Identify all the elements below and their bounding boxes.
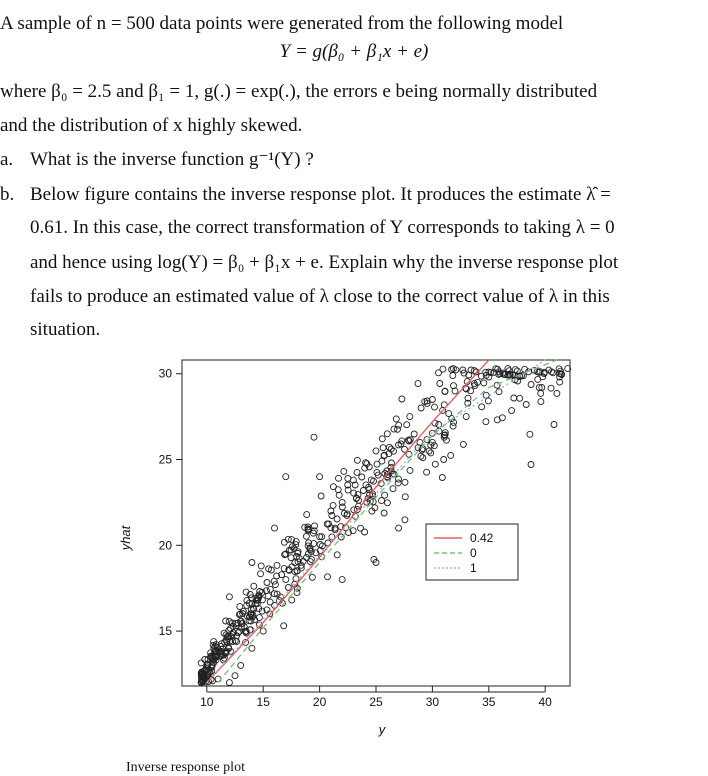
data-point — [223, 618, 229, 624]
data-point — [550, 370, 556, 376]
data-point — [354, 469, 360, 475]
data-point — [380, 445, 386, 451]
data-point — [260, 628, 266, 634]
question-b-line-5: situation. — [30, 319, 101, 340]
x-tick-label: 10 — [200, 695, 214, 709]
intro-line: A sample of n = 500 data points were generated from the following model — [0, 13, 564, 34]
y-tick-label: 30 — [158, 366, 172, 381]
data-point — [249, 560, 255, 566]
data-point — [535, 376, 541, 382]
where-line-2: and the distribution of x highly skewed. — [0, 115, 303, 136]
data-point — [258, 563, 264, 569]
question-b-line-1: Below figure contains the inverse response plot. It produces the estimate λ̂ = — [30, 184, 611, 205]
question-a-label: a. — [0, 149, 14, 170]
data-point — [374, 461, 380, 467]
data-point — [399, 396, 405, 402]
data-point — [429, 397, 435, 403]
x-tick-label: 20 — [312, 695, 327, 709]
data-point — [358, 525, 364, 531]
data-point — [264, 580, 270, 586]
data-point — [281, 539, 287, 545]
legend-label: 0 — [470, 546, 477, 560]
x-tick-label: 30 — [425, 695, 440, 709]
data-point — [339, 499, 345, 505]
x-tick-label: 25 — [369, 695, 383, 709]
legend-label: 1 — [470, 561, 477, 575]
data-point — [402, 479, 408, 485]
y-tick-label: 15 — [158, 624, 172, 639]
data-point — [307, 559, 313, 565]
y-tick-label: 20 — [158, 538, 172, 553]
data-point — [436, 422, 442, 428]
data-point — [379, 498, 385, 504]
data-point — [359, 474, 365, 480]
data-point — [318, 493, 324, 499]
data-point — [440, 366, 446, 372]
data-point — [505, 366, 511, 372]
inverse-response-plot — [0, 348, 708, 760]
data-point — [379, 436, 385, 442]
data-point — [336, 475, 342, 481]
data-point — [528, 462, 534, 468]
x-tick-label: 35 — [482, 695, 496, 709]
data-point — [335, 487, 341, 493]
data-point — [460, 441, 466, 447]
data-point — [317, 474, 323, 480]
data-point — [426, 448, 432, 454]
fit-curve-lambda-0 — [218, 360, 556, 683]
data-point — [396, 525, 402, 531]
data-point — [499, 415, 505, 421]
data-point — [311, 434, 317, 440]
data-point — [404, 422, 410, 428]
data-point — [381, 510, 387, 516]
x-tick-label: 40 — [538, 695, 552, 709]
data-point — [272, 582, 278, 588]
data-point — [226, 680, 232, 686]
data-point — [274, 562, 280, 568]
data-point — [509, 408, 515, 414]
data-point — [523, 402, 529, 408]
data-point — [442, 389, 448, 395]
data-point — [396, 422, 402, 428]
data-point — [511, 395, 517, 401]
data-point — [517, 395, 523, 401]
question-b-line-4: fails to produce an estimated value of λ close to the correct value of λ in this — [30, 286, 610, 307]
data-point — [258, 571, 264, 577]
data-point — [402, 494, 408, 500]
data-point — [451, 419, 457, 425]
data-point — [330, 502, 336, 508]
data-point — [281, 623, 287, 629]
data-point — [339, 577, 345, 583]
data-point — [432, 461, 438, 467]
data-point — [411, 431, 417, 437]
question-b-label: b. — [0, 184, 15, 205]
data-point — [551, 422, 557, 428]
data-point — [198, 660, 204, 666]
data-point — [437, 381, 443, 387]
data-point — [528, 382, 534, 388]
data-point — [390, 486, 396, 492]
data-point — [226, 594, 232, 600]
data-point — [325, 574, 331, 580]
data-point — [481, 380, 487, 386]
data-point — [432, 404, 438, 410]
data-point — [341, 468, 347, 474]
data-point — [294, 568, 300, 574]
data-point — [309, 574, 315, 580]
data-point — [428, 450, 434, 456]
y-axis-label: yhat — [118, 525, 133, 551]
data-point — [386, 444, 392, 450]
data-point — [354, 457, 360, 463]
data-point — [418, 453, 424, 459]
data-point — [538, 390, 544, 396]
data-point — [272, 525, 278, 531]
data-point — [232, 673, 238, 679]
data-point — [527, 431, 533, 437]
data-point — [402, 517, 408, 523]
data-point — [395, 480, 401, 486]
data-point — [415, 381, 421, 387]
data-point — [548, 385, 554, 391]
y-tick-label: 25 — [158, 452, 172, 467]
data-point — [418, 405, 424, 411]
data-point — [283, 474, 289, 480]
data-point — [424, 469, 430, 475]
data-point — [479, 404, 485, 410]
legend-label: 0.42 — [470, 531, 494, 545]
data-point — [420, 455, 426, 461]
data-point — [554, 390, 560, 396]
question-b-line-3: and hence using log(Y) = β₀ + β₁x + e. Explain why the inverse response plot — [30, 252, 619, 273]
data-point — [441, 457, 447, 463]
model-equation: Y = g(β₀ + β₁x + e) — [279, 41, 429, 62]
data-point — [373, 448, 379, 454]
data-point — [303, 533, 309, 539]
legend — [426, 524, 518, 580]
data-point — [439, 475, 445, 481]
fit-curves — [207, 360, 557, 683]
data-point — [334, 552, 340, 558]
plot-frame — [182, 360, 570, 686]
data-point — [483, 419, 489, 425]
data-point — [283, 577, 289, 583]
data-point — [538, 399, 544, 405]
data-point — [485, 398, 491, 404]
data-point — [388, 460, 394, 466]
data-point — [384, 431, 390, 437]
where-line-1: where β₀ = 2.5 and β₁ = 1, g(.) = exp(.), the errors e being normally distributed — [0, 81, 598, 102]
data-point — [238, 662, 244, 668]
data-point — [237, 604, 243, 610]
x-tick-label: 15 — [256, 695, 270, 709]
figure-caption: Inverse response plot — [126, 760, 245, 775]
question-a-text: What is the inverse function g⁻¹(Y) ? — [30, 149, 314, 170]
data-point — [448, 452, 454, 458]
data-point — [251, 583, 257, 589]
data-point — [249, 645, 255, 651]
data-point — [407, 414, 413, 420]
x-axis-label: y — [378, 722, 386, 737]
data-point — [304, 512, 310, 518]
data-point — [267, 599, 273, 605]
data-point — [384, 500, 390, 506]
data-point — [407, 467, 413, 473]
data-point — [450, 373, 456, 379]
data-point — [336, 492, 342, 498]
data-point — [393, 416, 399, 422]
data-point — [360, 488, 366, 494]
question-b-line-2: 0.61. In this case, the correct transformation of Y corresponds to taking λ = 0 — [30, 217, 615, 238]
data-point — [463, 414, 469, 420]
